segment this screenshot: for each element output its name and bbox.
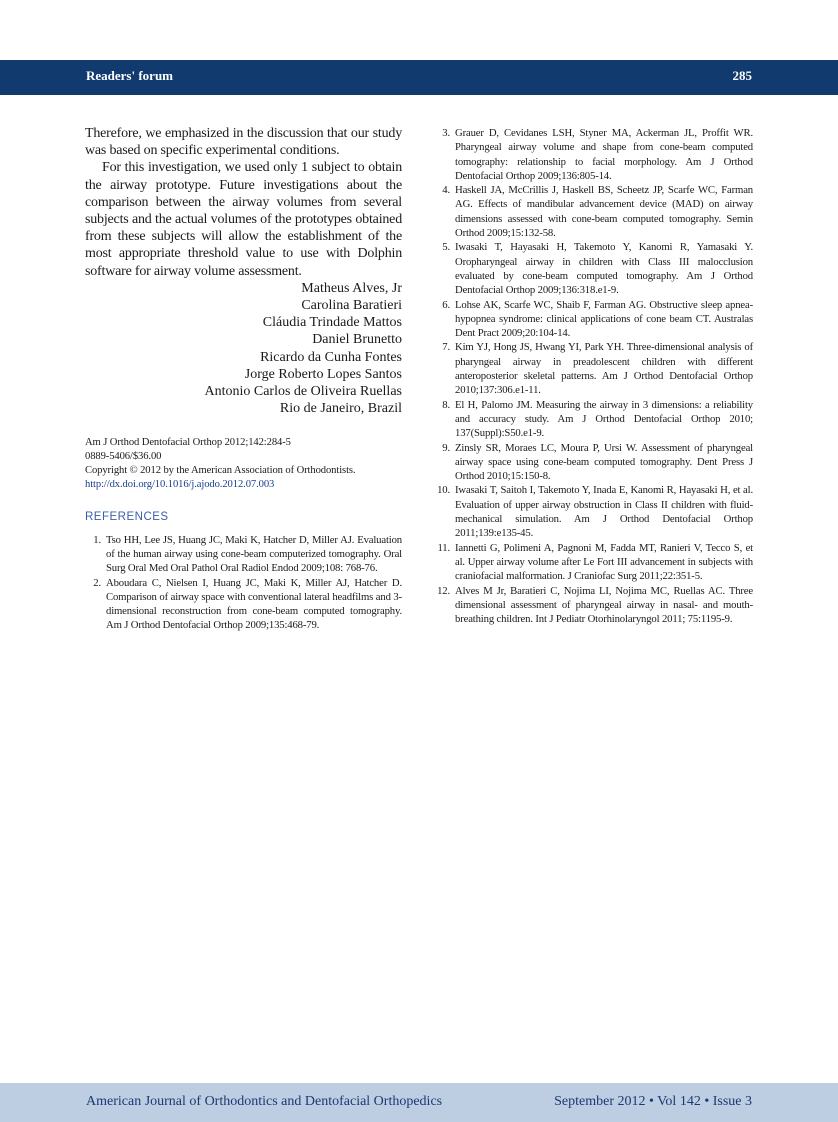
author-name: Ricardo da Cunha Fontes (260, 349, 402, 365)
reference-number: 12. (437, 584, 450, 597)
reference-number: 7. (442, 341, 450, 354)
reference-number: 9. (442, 441, 450, 454)
reference-item (434, 240, 753, 297)
copyright: Copyright © 2012 by the American Association of Orthodontists. (85, 465, 356, 477)
reference-list (85, 533, 402, 633)
reference-number: 8. (442, 398, 450, 411)
reference-item (434, 441, 753, 484)
reference-text: Kim YJ, Hong JS, Hwang YI, Park YH. Three-dimensional analysis of pharyngeal airway in preadolescent children with different anteroposterior skeletal patterns. Am J Orthod Dentofacial Orthop 2010;137:306.e1-11. (455, 341, 753, 397)
reference-text: Aboudara C, Nielsen I, Huang JC, Maki K, Miller AJ, Hatcher D. Comparison of airway space with conventional lateral headfilms and 3-dimensional reconstruction from cone-beam computed tomography. Am J Orthod Dentofacial Orthop 2009;135:468-79. (106, 576, 402, 632)
reference-number: 6. (442, 298, 450, 311)
author-name: Cláudia Trindade Mattos (262, 315, 402, 331)
section-title: Readers' forum (86, 68, 174, 83)
journal-name: American Journal of Orthodontics and Dentofacial Orthopedics (86, 1094, 443, 1109)
author-location: Rio de Janeiro, Brazil (279, 401, 402, 417)
reference-list (434, 126, 753, 626)
journal-reference: Am J Orthod Dentofacial Orthop 2012;142:284-5 (85, 437, 291, 449)
body-paragraph: For this investigation, we used only 1 subject to obtain the airway prototype. Future investigations about the comparison between the airway volumes from several subjects and the actual volumes of the prototypes obtained from these subjects will allow the establishment of the most appropriate threshold value to use with Dolphin software for airway volume assessment. (85, 160, 402, 279)
reference-text: El H, Palomo JM. Measuring the airway in 3 dimensions: a reliability and accuracy study. Am J Orthod Dentofacial Orthop 2010; 137(Suppl):S50.e1-9. (455, 398, 753, 440)
reference-number: 3. (442, 127, 450, 139)
reference-item (434, 126, 753, 183)
reference-text: Alves M Jr, Baratieri C, Nojima LI, Nojima MC, Ruellas AC. Three dimensional assessment of pharyngeal airway in nasal- and mouth-breathing children. Int J Pediatr Otorhinolaryngol 2011; 75:1195-9. (455, 584, 753, 626)
reference-item (85, 576, 402, 633)
reference-item (434, 398, 753, 441)
reference-item (434, 541, 753, 584)
issue-info: September 2012 • Vol 142 • Issue 3 (554, 1094, 752, 1109)
reference-number: 10. (437, 484, 450, 497)
citation-block (85, 436, 402, 491)
running-footer (0, 1083, 838, 1122)
author-name: Carolina Baratieri (301, 298, 402, 314)
reference-number: 11. (437, 541, 450, 554)
reference-text: Grauer D, Cevidanes LSH, Styner MA, Ackerman JL, Proffit WR. Pharyngeal airway volume and shape from cone-beam computed tomography: relationship to facial morphology. Am J Orthod Dentofacial Orthop 2009;136:805-14. (455, 127, 753, 182)
page-number: 285 (732, 68, 752, 83)
reference-text: Iwasaki T, Saitoh I, Takemoto Y, Inada E, Kanomi R, Hayasaki H, et al. Evaluation of upper airway obstruction in Class II children with fluid-mechanical simulation. Am J Orthod Dentofacial Orthop 2011;139:e135-45. (455, 484, 753, 540)
author-list (85, 280, 402, 418)
body-paragraph: Therefore, we emphasized in the discussion that our study was based on specific experimental conditions. (85, 126, 402, 159)
right-column (434, 126, 753, 626)
reference-number: 2. (93, 576, 101, 589)
letter-body (85, 125, 402, 280)
reference-item (434, 483, 753, 540)
reference-text: Iannetti G, Polimeni A, Pagnoni M, Fadda MT, Ranieri V, Tecco S, et al. Upper airway volume after Le Fort III advancement in subjects with craniofacial malformation. J Craniofac Surg 2011;22:351-5. (455, 541, 753, 583)
author-name: Jorge Roberto Lopes Santos (244, 366, 402, 382)
reference-item (434, 340, 753, 397)
reference-item (434, 183, 753, 240)
reference-number: 4. (442, 184, 450, 197)
references-heading: REFERENCES (85, 510, 169, 523)
reference-text: Lohse AK, Scarfe WC, Shaib F, Farman AG. Obstructive sleep apnea-hypopnea syndrome: clinical applications of cone beam CT. Australas Dent Pract 2009;20:104-14. (455, 298, 753, 340)
running-header (0, 60, 838, 95)
reference-item (85, 533, 402, 576)
left-column (85, 125, 402, 633)
reference-number: 5. (442, 241, 450, 254)
author-name: Matheus Alves, Jr (301, 280, 402, 296)
reference-text: Haskell JA, McCrillis J, Haskell BS, Scheetz JP, Scarfe WC, Farman AG. Effects of mandibular advancement device (MAD) on airway dimensions assessed with cone-beam computed tomography. Semin Orthod 2009;15:132-58. (455, 184, 753, 240)
author-name: Daniel Brunetto (312, 332, 402, 348)
reference-text: Tso HH, Lee JS, Huang JC, Maki K, Hatcher D, Miller AJ. Evaluation of the human airway using cone-beam computerized tomography. Oral Surg Oral Med Oral Pathol Oral Radiol Endod 2009;108: 768-76. (106, 533, 402, 575)
reference-item (434, 298, 753, 341)
reference-item (434, 584, 753, 627)
doi-link[interactable]: http://dx.doi.org/10.1016/j.ajodo.2012.07.003 (85, 478, 275, 490)
reference-number: 1. (93, 533, 101, 546)
reference-text: Zinsly SR, Moraes LC, Moura P, Ursi W. Assessment of pharyngeal airway space using cone-beam computed tomography. Dent Press J Orthod 2010;15:150-8. (455, 441, 753, 483)
author-name: Antonio Carlos de Oliveira Ruellas (204, 384, 402, 400)
price-code: 0889-5406/$36.00 (85, 451, 162, 463)
reference-text: Iwasaki T, Hayasaki H, Takemoto Y, Kanomi R, Yamasaki Y. Oropharyngeal airway in children with Class III malocclusion evaluated by cone-beam computed tomography. Am J Orthod Dentofacial Orthop 2009;136:318.e1-9. (455, 241, 753, 297)
